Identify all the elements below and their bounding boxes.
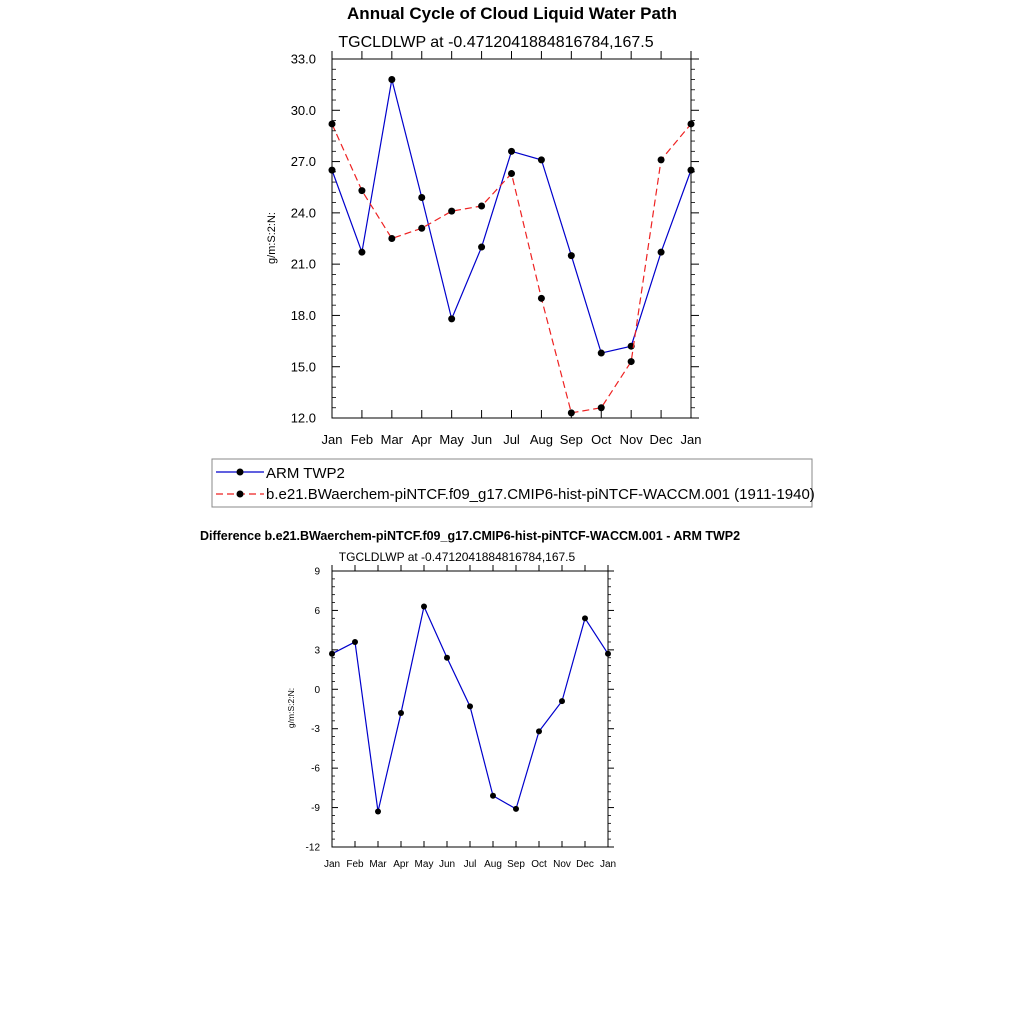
legend-label-arm: ARM TWP2	[266, 465, 345, 482]
bottom-xtick-label: Dec	[576, 859, 594, 870]
bottom-ytick-label: 9	[314, 566, 320, 578]
bottom-ytick-label: -6	[311, 763, 320, 775]
top-series-0-point	[508, 148, 515, 155]
legend-marker-model	[237, 491, 244, 498]
bottom-xtick-label: Jan	[599, 859, 617, 870]
top-xtick-label: Jan	[321, 432, 343, 447]
bottom-chart-title: Difference b.e21.BWaerchem-piNTCF.f09_g17.CMIP6-hist-piNTCF-WACCM.001 - ARM TWP2	[199, 529, 741, 543]
top-xtick-label: Nov	[619, 432, 643, 447]
top-xtick-label: Jan	[680, 432, 702, 447]
top-ytick-label: 33.0	[290, 51, 316, 67]
bottom-ytick-label: 6	[314, 605, 320, 617]
bottom-xtick-label: Aug	[484, 859, 502, 870]
bottom-ytick-label: 0	[314, 684, 320, 696]
bottom-ytick-label: -9	[311, 803, 320, 815]
top-series-0-point	[388, 76, 395, 83]
top-series-0-point	[329, 167, 336, 174]
top-series-0-point	[448, 315, 455, 322]
legend-label-model: b.e21.BWaerchem-piNTCF.f09_g17.CMIP6-hist-piNTCF-WACCM.001 (1911-1940)	[266, 486, 815, 503]
bottom-chart-ylabel: g/m:S:2:N:	[286, 687, 296, 729]
top-series-0-line	[332, 80, 691, 354]
top-chart-title: Annual Cycle of Cloud Liquid Water Path	[347, 4, 677, 23]
top-xtick-label: Sep	[559, 432, 583, 447]
top-series-0-point	[538, 156, 545, 163]
top-series-0-point	[598, 350, 605, 357]
top-xtick-label: Feb	[350, 432, 374, 447]
bottom-series-0-point	[490, 793, 496, 799]
bottom-xtick-label: Jul	[463, 859, 477, 870]
bottom-ytick-label: -3	[311, 724, 320, 736]
bottom-xtick-label: Nov	[553, 859, 571, 870]
bottom-series-0-point	[375, 809, 381, 815]
top-series-1-point	[329, 120, 336, 127]
top-series-0-point	[658, 249, 665, 256]
bottom-ytick-label: 3	[314, 645, 320, 657]
top-series-1-point	[688, 120, 695, 127]
top-series-1-point	[418, 225, 425, 232]
bottom-ytick-label: -12	[305, 842, 320, 854]
top-series-0-point	[358, 249, 365, 256]
top-chart-plot	[291, 51, 702, 447]
top-xtick-label: Jun	[471, 432, 493, 447]
top-ytick-label: 15.0	[290, 359, 316, 375]
top-series-0-point	[418, 194, 425, 201]
bottom-chart-plot	[306, 565, 617, 870]
bottom-series-0-point	[582, 615, 588, 621]
top-xtick-label: Dec	[649, 432, 673, 447]
bottom-xtick-label: Oct	[531, 859, 547, 870]
top-xtick-label: Mar	[380, 432, 404, 447]
top-xtick-label: May	[439, 432, 464, 447]
top-series-1-point	[628, 358, 635, 365]
top-series-0-point	[688, 167, 695, 174]
bottom-xtick-label: Apr	[393, 859, 409, 870]
top-ytick-label: 27.0	[290, 154, 316, 170]
top-series-1-point	[598, 404, 605, 411]
top-series-1-line	[332, 124, 691, 413]
bottom-series-0-point	[467, 703, 473, 709]
bottom-xtick-label: Sep	[507, 859, 525, 870]
bottom-xtick-label: May	[414, 859, 434, 870]
legend	[212, 459, 815, 507]
bottom-series-0-point	[398, 710, 404, 716]
top-series-0-point	[478, 244, 485, 251]
top-xtick-label: Aug	[529, 432, 553, 447]
bottom-series-0-point	[421, 603, 427, 609]
top-ytick-label: 30.0	[290, 102, 316, 118]
top-series-1-point	[538, 295, 545, 302]
top-ytick-label: 24.0	[290, 205, 316, 221]
bottom-series-0-point	[536, 728, 542, 734]
top-xtick-label: Apr	[411, 432, 432, 447]
bottom-series-0-point	[559, 698, 565, 704]
top-xtick-label: Jul	[503, 432, 520, 447]
top-series-1-point	[478, 203, 485, 210]
bottom-xtick-label: Jun	[438, 859, 456, 870]
bottom-chart-subtitle: TGCLDLWP at -0.4712041884816784,167.5	[338, 550, 576, 564]
bottom-xtick-label: Mar	[369, 859, 387, 870]
bottom-xtick-label: Jan	[323, 859, 341, 870]
top-series-1-point	[508, 170, 515, 177]
top-series-1-point	[568, 409, 575, 416]
top-series-1-point	[448, 208, 455, 215]
bottom-series-0-point	[444, 655, 450, 661]
top-series-1-point	[388, 235, 395, 242]
top-chart-ylabel: g/m:S:2:N:	[266, 212, 278, 264]
top-xtick-label: Oct	[591, 432, 612, 447]
bottom-series-0-point	[605, 651, 611, 657]
bottom-series-0-point	[329, 651, 335, 657]
bottom-xtick-label: Feb	[346, 859, 364, 870]
legend-marker-arm	[237, 469, 244, 476]
bottom-series-0-point	[513, 806, 519, 812]
top-ytick-label: 18.0	[290, 307, 316, 323]
top-chart-subtitle: TGCLDLWP at -0.4712041884816784,167.5	[338, 34, 654, 51]
top-series-1-point	[658, 156, 665, 163]
top-series-0-point	[568, 252, 575, 259]
top-ytick-label: 12.0	[290, 410, 316, 426]
bottom-series-0-point	[352, 639, 358, 645]
top-series-1-point	[358, 187, 365, 194]
top-ytick-label: 21.0	[290, 256, 316, 272]
